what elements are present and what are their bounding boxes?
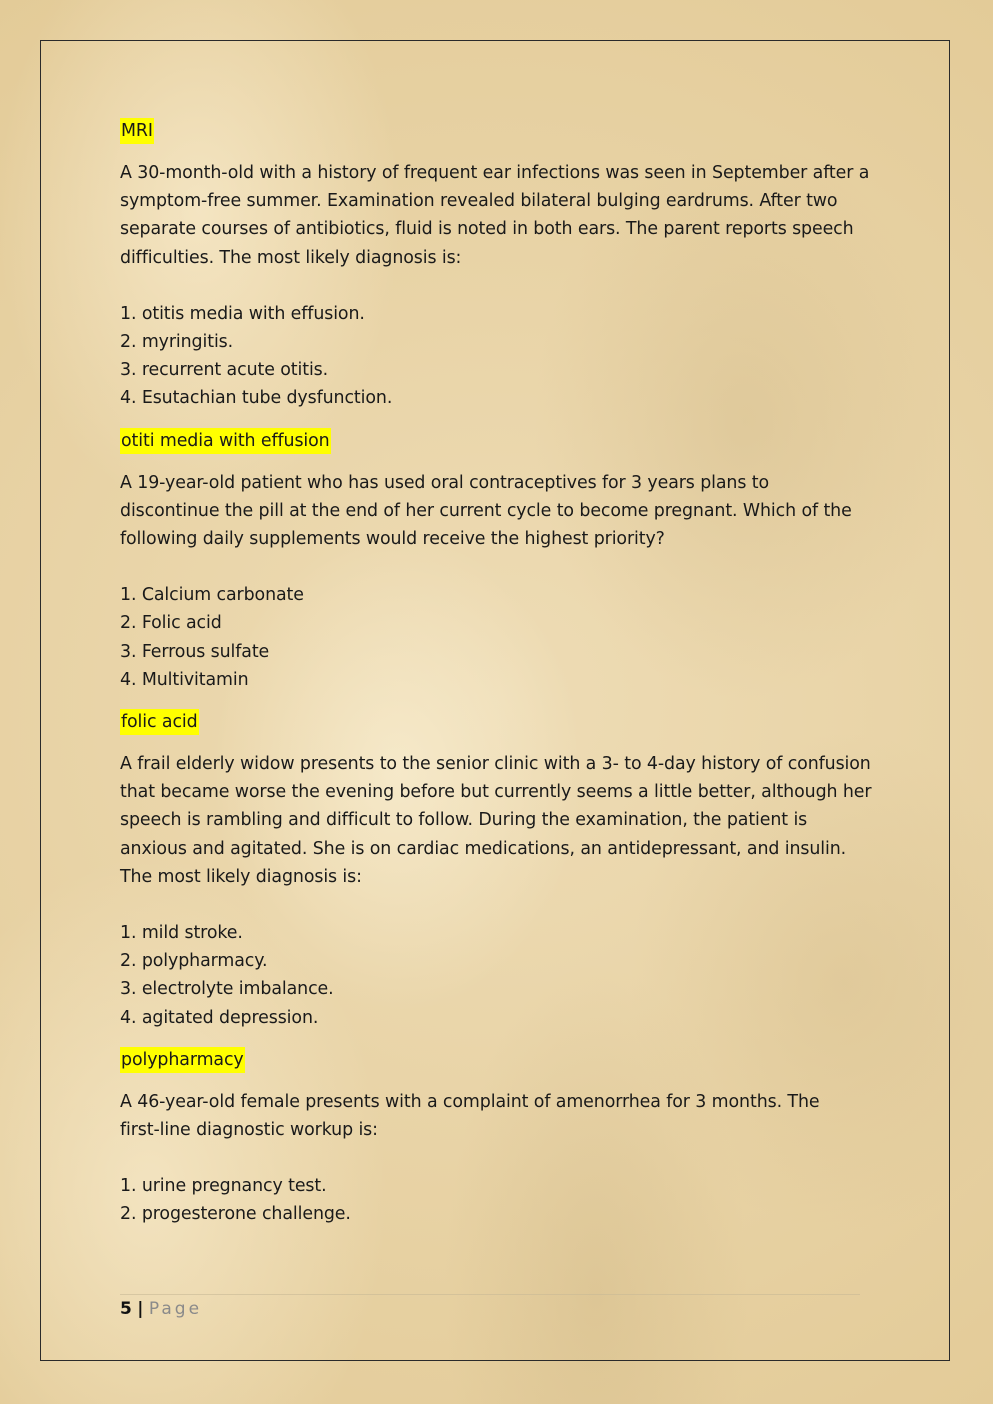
answer-option: 4. Esutachian tube dysfunction. [120,388,393,409]
answer-highlight: folic acid [120,709,199,735]
answer-option: 1. Calcium carbonate [120,585,304,606]
question-stem: A 46-year-old female presents with a complaint of amenorrhea for 3 months. The first-line diagnostic workup is: [120,1091,820,1141]
answer-option: 3. Ferrous sulfate [120,641,270,662]
answer-option: 4. Multivitamin [120,669,249,690]
page-content [120,117,880,1229]
answer-option: 1. otitis media with effusion. [120,303,365,324]
page-label: Page [148,1299,203,1319]
page-footer [120,1294,860,1323]
answer-highlight: MRI [120,118,154,144]
answer-option: 2. progesterone challenge. [120,1204,351,1225]
answer-option: 1. urine pregnancy test. [120,1176,327,1197]
question-stem: A 19-year-old patient who has used oral contraceptives for 3 years plans to discontinue the pill at the end of her current cycle to become pregnant. Which of the following daily supplements would receive the highest priority? [120,472,852,550]
answer-highlight-row [120,117,880,145]
answer-highlight-row [120,1046,880,1074]
answer-option: 3. electrolyte imbalance. [120,979,334,1000]
answer-option: 2. myringitis. [120,332,234,353]
footer-separator: | [137,1299,144,1319]
answer-option: 1. mild stroke. [120,923,243,944]
answer-highlight: otiti media with effusion [120,428,331,454]
answer-option: 3. recurrent acute otitis. [120,360,329,381]
answer-highlight-row [120,708,880,736]
answer-highlight: polypharmacy [120,1047,245,1073]
question-stem: A 30-month-old with a history of frequent ear infections was seen in September after a symptom-free summer. Examination revealed bilateral bulging eardrums. After two separate courses of antibiotics, fluid is noted in both ears. The parent reports speech difficulties. The most likely diagnosis is: [120,163,870,268]
answer-highlight-row [120,427,880,455]
answer-option: 2. polypharmacy. [120,951,268,972]
answer-option: 4. agitated depression. [120,1007,319,1028]
answer-option: 2. Folic acid [120,613,222,634]
question-stem: A frail elderly widow presents to the senior clinic with a 3- to 4-day history of confusion that became worse the evening before but currently seems a little better, although her speech is rambling and difficult to follow. During the examination, the patient is anxious and agitated. She is on cardiac medications, an antidepressant, and insulin. The most likely diagnosis is: [120,754,872,887]
page-number: 5 [120,1299,132,1319]
